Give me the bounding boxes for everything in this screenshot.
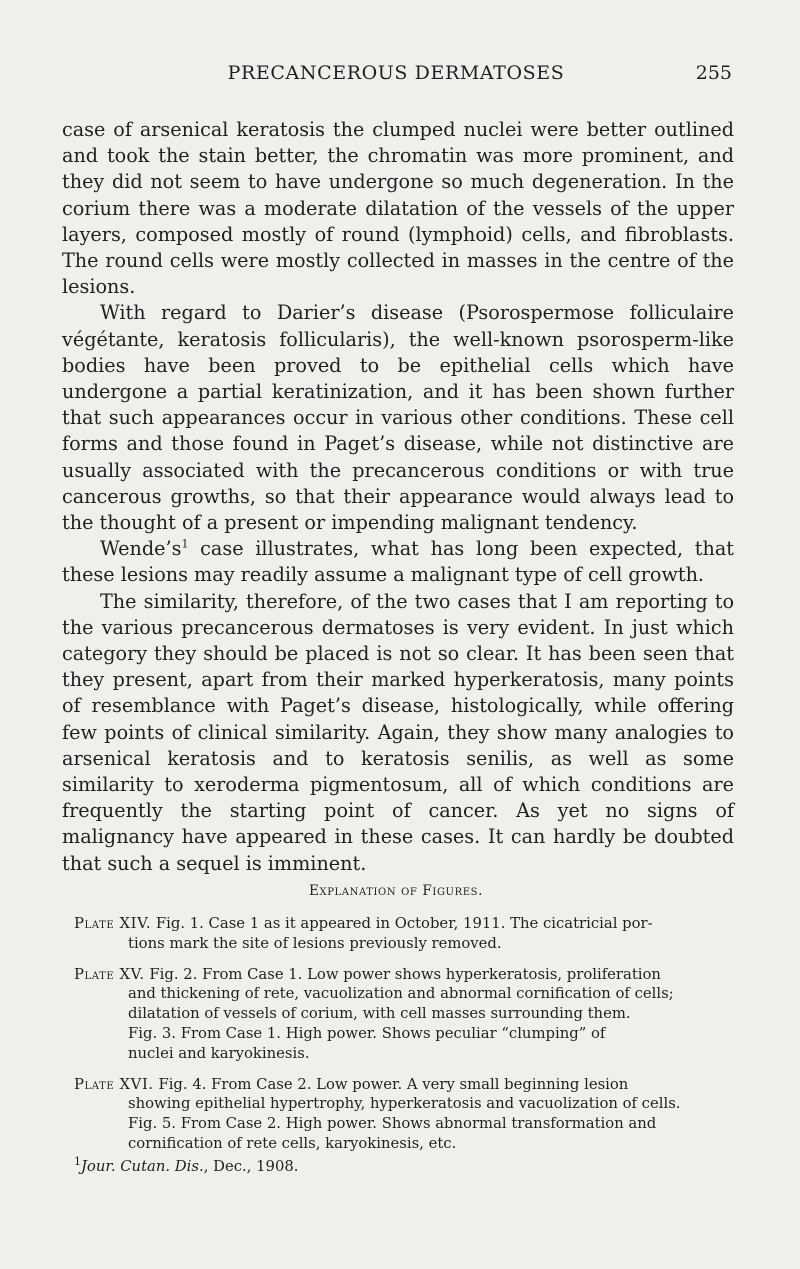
explanation-heading: Explanation of Figures. (308, 883, 483, 899)
plate-xvi-line-1: Plate XVI. Fig. 4. From Case 2. Low power. A very small beginning lesion (74, 1075, 629, 1093)
footnote-reference: 1 (181, 537, 189, 551)
page-number: 255 (695, 62, 732, 84)
running-head (60, 60, 732, 90)
wende-text: case illustrates, what has long been expected, that these lesions may readily assume a malignant type of cell growth. (62, 537, 734, 587)
paragraph-continued: case of arsenical keratosis the clumped nuclei were better outlined and took the stain better, the chromatin was more prominent, and they did not seem to have undergone so much degeneration. In the corium there was a moderate dilatation of the vessels of the upper layers, composed mostly of round (lymphoid) cells, and fibroblasts. The round cells were mostly collected in masses in the centre of the lesions. (62, 118, 734, 299)
plate-xvi-line-4: cornification of rete cells, karyokinesis, etc. (128, 1134, 457, 1152)
footnote-date: , Dec., 1908. (203, 1158, 299, 1175)
wende-citation: Wende’s (100, 537, 182, 561)
plate-label: Plate XVI. (74, 1075, 154, 1093)
plate-xv-line-3: dilatation of vessels of corium, with cell masses surrounding them. (128, 1005, 631, 1023)
plate-xvi-line-2: showing epithelial hypertrophy, hyperkeratosis and vacuolization of cells. (128, 1095, 681, 1113)
body-text (62, 117, 734, 877)
plate-xiv-entry (74, 914, 738, 954)
footnote (74, 1155, 299, 1175)
plate-xv-line-4: Fig. 3. From Case 1. High power. Shows peculiar “clumping” of (128, 1024, 606, 1042)
plate-xvi-entry (74, 1075, 738, 1154)
plate-xiv-line-2: tions mark the site of lesions previously removed. (128, 934, 502, 952)
plate-xv-line-5: nuclei and karyokinesis. (128, 1044, 310, 1062)
footnote-source: Jour. Cutan. Dis. (81, 1158, 204, 1175)
plate-label: Plate XIV. (74, 915, 152, 932)
plate-xvi-line-3: Fig. 5. From Case 2. High power. Shows abnormal transformation and (128, 1115, 657, 1133)
plate-xv-entry (74, 965, 738, 1064)
footnote-marker: 1 (74, 1155, 81, 1169)
plate-xv-line-2: and thickening of rete, vacuolization and abnormal cornification of cells; (128, 985, 674, 1003)
plate-xv-line-1: Plate XV. Fig. 2. From Case 1. Low power shows hyperkeratosis, proliferation (74, 965, 661, 983)
plate-label: Plate XV. (74, 965, 145, 983)
paragraph-similarity: The similarity, therefore, of the two cases that I am reporting to the various precancerous dermatoses is very evident. In just which category they should be placed is not so clear. It has been seen that they present, apart from their marked hyperkeratosis, many points of resemblance with Paget’s disease, histologically, while offering few points of clinical similarity. Again, they show many analogies to arsenical keratosis and to keratosis senilis, as well as some similarity to xeroderma pigmentosum, all of which conditions are frequently the starting point of cancer. As yet no signs of malignancy have appeared in these cases. It can hardly be doubted that such a sequel is imminent. (62, 589, 734, 875)
figure-explanations (74, 914, 738, 1165)
paragraph-darier: With regard to Darier’s disease (Psorospermose folliculaire végétante, keratosis follicularis), the well-known psorosperm-like bodies have been proved to be epithelial cells which have undergone a partial keratinization, and it has been shown further that such appearances occur in various other conditions. These cell forms and those found in Paget’s disease, while not distinctive are usually associated with the precancerous conditions or with true cancerous growths, so that their appearance would always lead to the thought of a present or impending malignant tendency. (62, 301, 734, 535)
plate-xiv-line-1: Plate XIV. Fig. 1. Case 1 as it appeared in October, 1911. The cicatricial por- (74, 915, 653, 932)
paragraph-wende (62, 536, 734, 588)
running-title: PRECANCEROUS DERMATOSES (227, 62, 565, 84)
